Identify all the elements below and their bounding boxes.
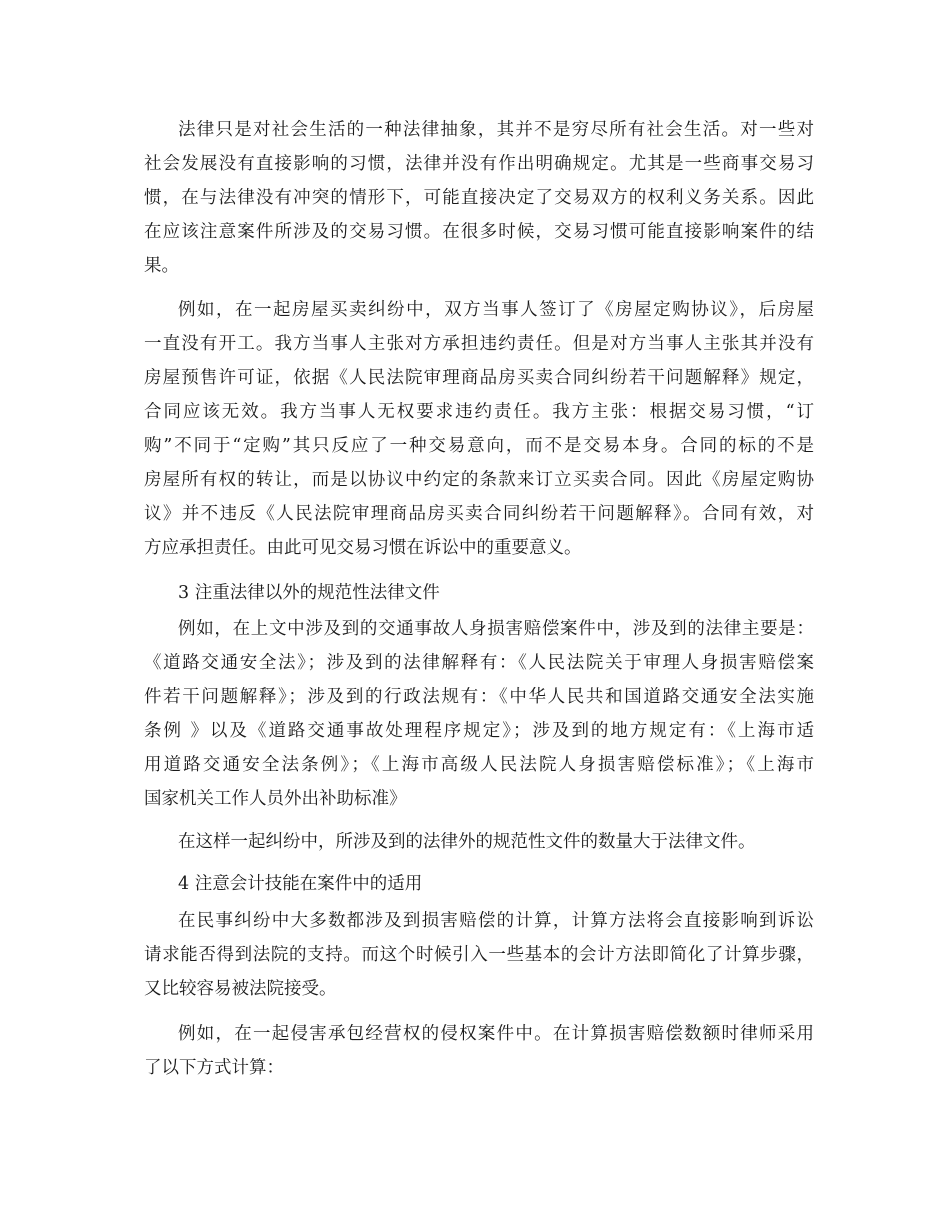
paragraph-line: 方应承担责任。由此可见交易习惯在诉讼中的重要意义。 — [144, 538, 582, 558]
paragraph-line: 条例 》以及《道路交通事故处理程序规定》；涉及到的地方规定有：《上海市适 — [144, 721, 814, 741]
paragraph-line: 惯，在与法律没有冲突的情形下，可能直接决定了交易双方的权利义务关系。因此 — [144, 188, 814, 208]
paragraph-line: 果。 — [144, 256, 179, 276]
paragraph-line: 一直没有开工。我方当事人主张对方承担违约责任。但是对方当事人主张其并没有 — [144, 334, 814, 354]
paragraph-line: 议》并不违反《人民法院审理商品房买卖合同纠纷若干问题解释》。合同有效，对 — [144, 504, 814, 524]
paragraph-line: 在民事纠纷中大多数都涉及到损害赔偿的计算，计算方法将会直接影响到诉讼 — [178, 911, 814, 931]
section-heading: 4 注意会计技能在案件中的适用 — [178, 874, 423, 894]
paragraph-line: 例如，在一起侵害承包经营权的侵权案件中。在计算损害赔偿数额时律师采用 — [178, 1024, 814, 1044]
paragraph-line: 了以下方式计算： — [144, 1058, 284, 1078]
paragraph-line: 又比较容易被法院接受。 — [144, 979, 337, 999]
paragraph-line: 在应该注意案件所涉及的交易习惯。在很多时候，交易习惯可能直接影响案件的结 — [144, 222, 814, 242]
paragraph-line: 件若干问题解释》；涉及到的行政法规有：《中华人民共和国道路交通安全法实施 — [144, 687, 814, 707]
paragraph-line: 国家机关工作人员外出补助标准》 — [144, 789, 407, 809]
paragraph-line: 《道路交通安全法》；涉及到的法律解释有：《人民法院关于审理人身损害赔偿案 — [144, 653, 814, 673]
paragraph-line: 合同应该无效。我方当事人无权要求违约责任。我方主张：根据交易习惯，“订 — [144, 402, 814, 422]
paragraph-line: 法律只是对社会生活的一种法律抽象，其并不是穷尽所有社会生活。对一些对 — [178, 120, 814, 140]
paragraph-line: 例如，在一起房屋买卖纠纷中，双方当事人签订了《房屋定购协议》，后房屋 — [178, 300, 814, 320]
paragraph-line: 在这样一起纠纷中，所涉及到的法律外的规范性文件的数量大于法律文件。 — [178, 832, 756, 852]
paragraph-line: 请求能否得到法院的支持。而这个时候引入一些基本的会计方法即简化了计算步骤， — [144, 945, 814, 965]
paragraph-line: 社会发展没有直接影响的习惯，法律并没有作出明确规定。尤其是一些商事交易习 — [144, 154, 814, 174]
section-heading: 3 注重法律以外的规范性法律文件 — [178, 583, 440, 603]
paragraph-line: 例如，在上文中涉及到的交通事故人身损害赔偿案件中，涉及到的法律主要是： — [178, 619, 814, 639]
paragraph-line: 房屋预售许可证，依据《人民法院审理商品房买卖合同纠纷若干问题解释》规定， — [144, 368, 814, 388]
paragraph-line: 房屋所有权的转让，而是以协议中约定的条款来订立买卖合同。因此《房屋定购协 — [144, 470, 814, 490]
paragraph-line: 购”不同于“定购”其只反应了一种交易意向，而不是交易本身。合同的标的不是 — [144, 436, 814, 456]
paragraph-line: 用道路交通安全法条例》；《上海市高级人民法院人身损害赔偿标准》；《上海市 — [144, 755, 814, 775]
